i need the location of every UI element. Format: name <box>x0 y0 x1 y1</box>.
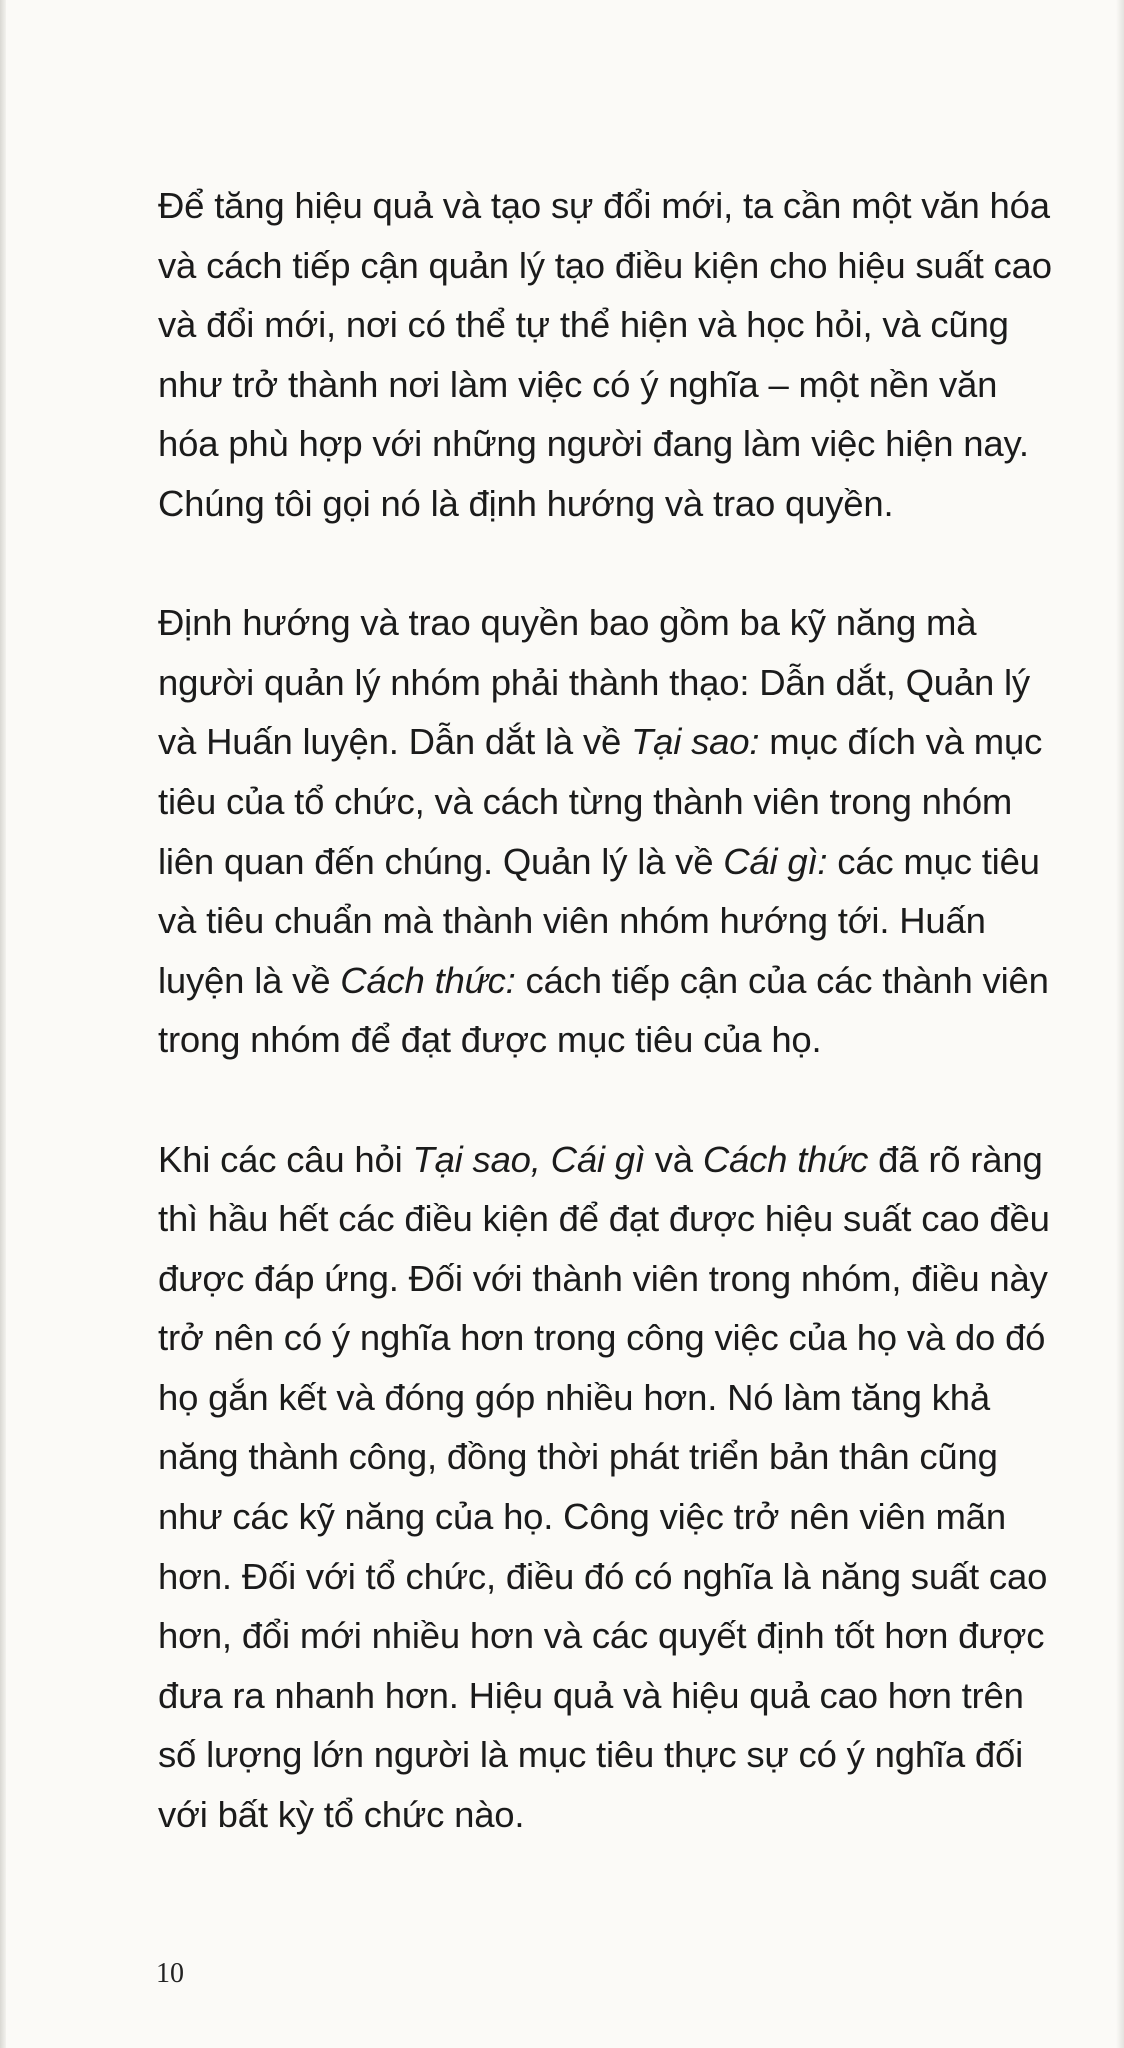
paragraph-2 <box>158 593 1058 1070</box>
paragraph-2-italic-how: Cách thức: <box>340 959 516 1001</box>
paragraph-2-segment: cách tiếp cận của các thành viên trong nhóm để đạt được mục tiêu của họ. <box>158 959 1049 1061</box>
paragraph-2-segment: các mục tiêu và tiêu chuẩn mà thành viên nhóm hướng tới. Huấn luyện là về <box>158 840 1040 1001</box>
paragraph-3-segment: và <box>644 1138 703 1180</box>
paragraph-1 <box>158 176 1058 534</box>
paragraph-3-italic-why-what: Tại sao, Cái gì <box>412 1138 645 1180</box>
body-text <box>158 176 1058 1904</box>
paragraph-2-italic-why: Tại sao: <box>631 721 760 763</box>
paragraph-3-segment: đã rõ ràng thì hầu hết các điều kiện để đạt được hiệu suất cao đều được đáp ứng. Đối với thành viên trong nhóm, điều này trở nên có ý nghĩa hơn trong công việc của họ và do đó họ gắn kết và đóng góp nhiều hơn. Nó làm tăng khả năng thành công, đồng thời phát triển bản thân cũng như các kỹ năng của họ. Công việc trở nên viên mãn hơn. Đối với tổ chức, điều đó có nghĩa là năng suất cao hơn, đổi mới nhiều hơn và các quyết định tốt hơn được đưa ra nhanh hơn. Hiệu quả và hiệu quả cao hơn trên số lượng lớn người là mục tiêu thực sự có ý nghĩa đối với bất kỳ tổ chức nào. <box>158 1138 1050 1836</box>
paragraph-2-segment: mục đích và mục tiêu của tổ chức, và cách từng thành viên trong nhóm liên quan đến chúng. Quản lý là về <box>158 721 1043 882</box>
paragraph-3 <box>158 1130 1058 1845</box>
page-number: 10 <box>156 1958 184 1989</box>
paragraph-3-italic-how: Cách thức <box>702 1138 869 1180</box>
page-edge-right <box>1116 0 1124 2048</box>
paragraph-2-segment: Định hướng và trao quyền bao gồm ba kỹ năng mà người quản lý nhóm phải thành thạo: Dẫn dắt, Quản lý và Huấn luyện. Dẫn dắt là về <box>158 602 1030 763</box>
paragraph-3-segment: Khi các câu hỏi <box>158 1138 413 1180</box>
paragraph-2-italic-what: Cái gì: <box>723 840 828 882</box>
paragraph-1-text: Để tăng hiệu quả và tạo sự đổi mới, ta cần một văn hóa và cách tiếp cận quản lý tạo điều kiện cho hiệu suất cao và đổi mới, nơi có thể tự thể hiện và học hỏi, và cũng như trở thành nơi làm việc có ý nghĩa – một nền văn hóa phù hợp với những người đang làm việc hiện nay. Chúng tôi gọi nó là định hướng và trao quyền. <box>158 185 1052 524</box>
page-edge-left <box>0 0 6 2048</box>
